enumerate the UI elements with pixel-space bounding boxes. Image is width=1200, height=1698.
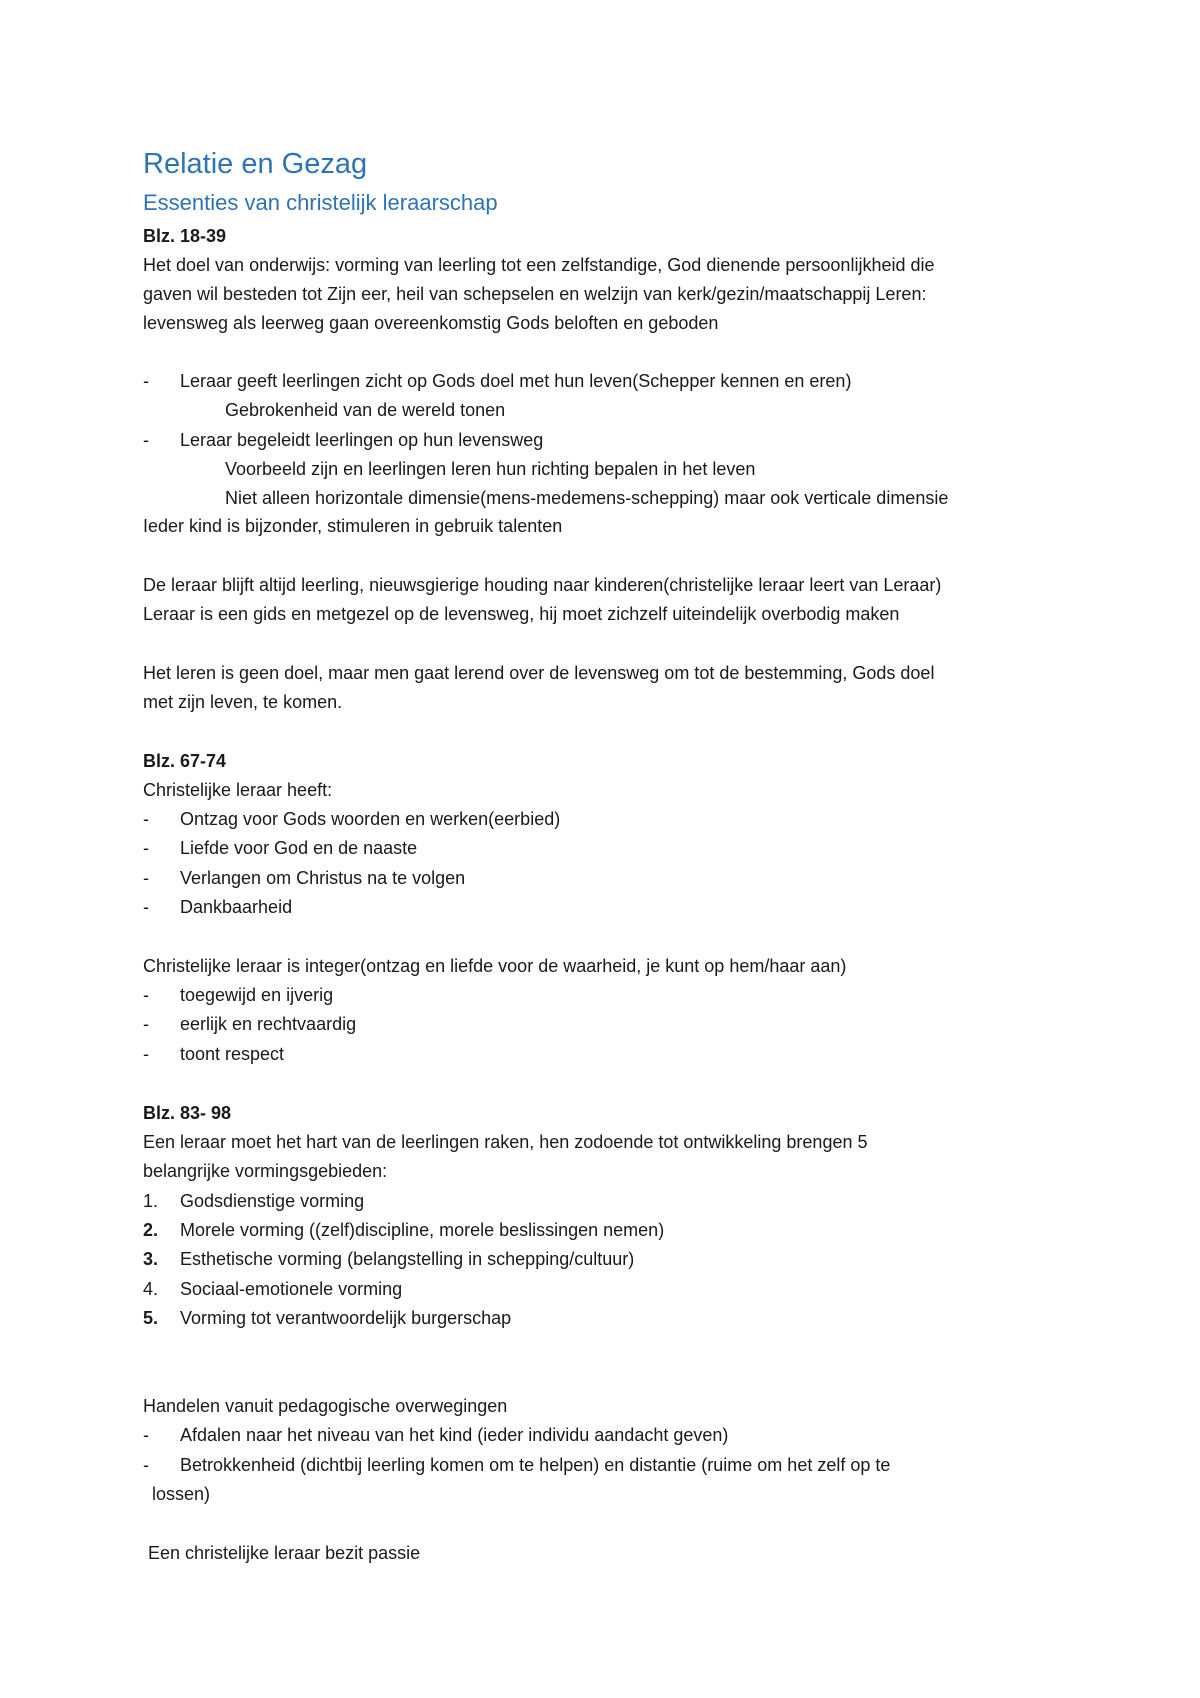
- paragraph-line: Het doel van onderwijs: vorming van leerling tot een zelfstandige, God dienende persoonlijkheid die: [143, 255, 935, 275]
- paragraph-line: Het leren is geen doel, maar men gaat lerend over de levensweg om tot de bestemming, Gods doel: [143, 663, 935, 683]
- paragraph-line: levensweg als leerweg gaan overeenkomstig Gods beloften en geboden: [143, 313, 719, 333]
- list-number: 2.: [143, 1220, 159, 1240]
- bullet-dash: -: [143, 838, 149, 858]
- bullet-dash: -: [143, 1044, 149, 1064]
- bullet-dash: -: [143, 1455, 149, 1475]
- bullet-item: Verlangen om Christus na te volgen: [180, 868, 466, 888]
- bullet-item: Afdalen naar het niveau van het kind (ieder individu aandacht geven): [180, 1425, 729, 1445]
- paragraph-line: Handelen vanuit pedagogische overwegingen: [143, 1396, 508, 1416]
- sub-item: Niet alleen horizontale dimensie(mens-medemens-schepping) maar ook verticale dimensie: [225, 488, 949, 508]
- numbered-item: Godsdienstige vorming: [180, 1191, 365, 1211]
- bullet-item: Leraar begeleidt leerlingen op hun levensweg: [180, 430, 544, 450]
- list-number: 4.: [143, 1279, 159, 1299]
- closing-line: Een christelijke leraar bezit passie: [148, 1543, 421, 1563]
- paragraph-line: De leraar blijft altijd leerling, nieuwsgierige houding naar kinderen(christelijke leraar leert van Leraar): [143, 575, 942, 595]
- bullet-dash: -: [143, 809, 149, 829]
- paragraph-line: Een leraar moet het hart van de leerlingen raken, hen zodoende tot ontwikkeling brengen 5: [143, 1132, 868, 1152]
- list-number: 1.: [143, 1191, 159, 1211]
- numbered-item: Sociaal-emotionele vorming: [180, 1279, 403, 1299]
- bullet-item: eerlijk en rechtvaardig: [180, 1014, 357, 1034]
- bullet-dash: -: [143, 985, 149, 1005]
- document-title: Relatie en Gezag: [143, 148, 368, 180]
- section-2-ref: Blz. 67-74: [143, 751, 227, 771]
- numbered-item: Morele vorming ((zelf)discipline, morele beslissingen nemen): [180, 1220, 665, 1240]
- paragraph-line: Ieder kind is bijzonder, stimuleren in gebruik talenten: [143, 516, 563, 536]
- paragraph-line: belangrijke vormingsgebieden:: [143, 1161, 388, 1181]
- section-3-ref: Blz. 83- 98: [143, 1103, 232, 1123]
- bullet-dash: -: [143, 1014, 149, 1034]
- bullet-item: Betrokkenheid (dichtbij leerling komen om te helpen) en distantie (ruime om het zelf op te: [180, 1455, 891, 1475]
- numbered-item: Esthetische vorming (belangstelling in schepping/cultuur): [180, 1249, 635, 1269]
- paragraph-line: gaven wil besteden tot Zijn eer, heil van schepselen en welzijn van kerk/gezin/maatschappij Leren:: [143, 284, 927, 304]
- sub-item: Voorbeeld zijn en leerlingen leren hun richting bepalen in het leven: [225, 459, 756, 479]
- paragraph-line: Christelijke leraar is integer(ontzag en liefde voor de waarheid, je kunt op hem/haar aan): [143, 956, 847, 976]
- sub-item: Gebrokenheid van de wereld tonen: [225, 400, 506, 420]
- paragraph-line: met zijn leven, te komen.: [143, 692, 343, 712]
- bullet-item: toont respect: [180, 1044, 285, 1064]
- bullet-dash: -: [143, 1425, 149, 1445]
- bullet-item: Dankbaarheid: [180, 897, 293, 917]
- numbered-item: Vorming tot verantwoordelijk burgerschap: [180, 1308, 512, 1328]
- bullet-item: Liefde voor God en de naaste: [180, 838, 418, 858]
- bullet-dash: -: [143, 897, 149, 917]
- paragraph-line: Leraar is een gids en metgezel op de levensweg, hij moet zichzelf uiteindelijk overbodig maken: [143, 604, 900, 624]
- bullet-item: Ontzag voor Gods woorden en werken(eerbied): [180, 809, 561, 829]
- bullet-dash: -: [143, 430, 149, 450]
- paragraph-line: Christelijke leraar heeft:: [143, 780, 333, 800]
- bullet-dash: -: [143, 371, 149, 391]
- bullet-item: toegewijd en ijverig: [180, 985, 334, 1005]
- bullet-item: Leraar geeft leerlingen zicht op Gods doel met hun leven(Schepper kennen en eren): [180, 371, 852, 391]
- list-number: 3.: [143, 1249, 159, 1269]
- bullet-dash: -: [143, 868, 149, 888]
- document-subtitle: Essenties van christelijk leraarschap: [143, 190, 498, 215]
- bullet-item-continuation: lossen): [152, 1484, 211, 1504]
- section-1-ref: Blz. 18-39: [143, 226, 227, 246]
- list-number: 5.: [143, 1308, 159, 1328]
